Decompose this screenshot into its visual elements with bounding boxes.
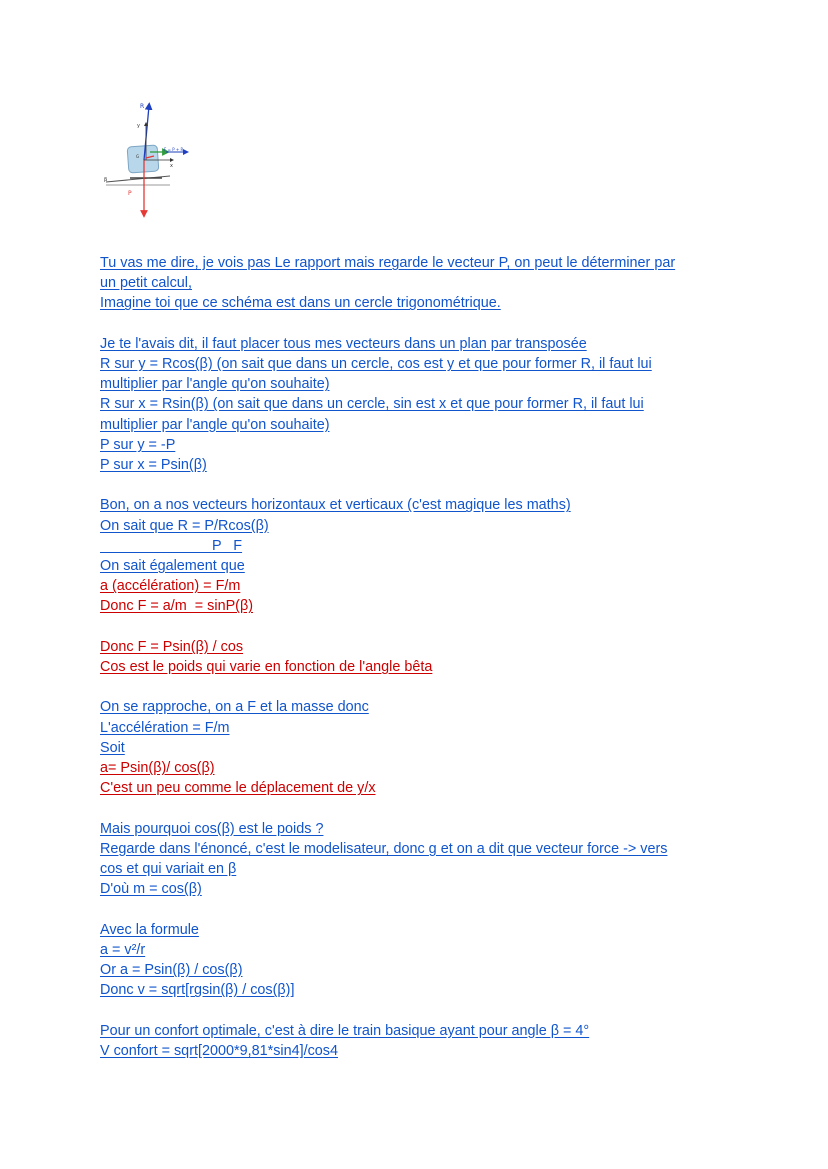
paragraph-gap <box>100 475 720 495</box>
paragraph-gap <box>100 899 720 919</box>
paragraph <box>100 819 720 900</box>
text-line <box>100 435 720 455</box>
text-line <box>100 697 720 717</box>
text-line-content: un petit calcul, <box>100 275 192 292</box>
text-line <box>100 920 720 940</box>
text-line-content: multiplier par l'angle qu'on souhaite) <box>100 376 330 393</box>
text-line <box>100 516 720 536</box>
text-line <box>100 879 720 899</box>
text-line-content: D'où m = cos(β) <box>100 881 202 898</box>
text-line-content: Avec la formule <box>100 921 199 938</box>
notes-body <box>100 253 720 1061</box>
text-line-content: L'accélération = F/m <box>100 719 230 736</box>
text-line <box>100 394 720 414</box>
text-line <box>100 596 720 616</box>
text-line <box>100 859 720 879</box>
force-diagram <box>100 96 196 220</box>
text-line-content: Or a = Psin(β) / cos(β) <box>100 962 243 979</box>
paragraph-gap <box>100 314 720 334</box>
text-line-content: Soit <box>100 739 125 756</box>
text-line <box>100 354 720 374</box>
text-line-content: V confort = sqrt[2000*9,81*sin4]/cos4 <box>100 1042 338 1059</box>
paragraph-gap <box>100 617 720 637</box>
paragraph-gap <box>100 677 720 697</box>
text-line-content: a (accélération) = F/m <box>100 578 241 595</box>
text-line-content: On sait que R = P/Rcos(β) <box>100 517 269 534</box>
text-line-content: Pour un confort optimale, c'est à dire le train basique ayant pour angle β = 4° <box>100 1022 590 1039</box>
text-line-content: P F <box>100 537 243 554</box>
label-f: F = P + R <box>164 147 184 152</box>
text-line <box>100 960 720 980</box>
paragraph <box>100 495 720 616</box>
text-line <box>100 940 720 960</box>
text-line <box>100 819 720 839</box>
text-line-content: a = v²/r <box>100 941 146 958</box>
text-line <box>100 718 720 738</box>
text-line <box>100 536 720 556</box>
text-line <box>100 778 720 798</box>
text-line-content: Cos est le poids qui varie en fonction de l'angle bêta <box>100 659 433 676</box>
paragraph <box>100 334 720 475</box>
label-beta: β <box>104 177 108 183</box>
text-line <box>100 455 720 475</box>
paragraph <box>100 1021 720 1061</box>
text-line-content: Regarde dans l'énoncé, c'est le modelisateur, donc g et on a dit que vecteur force -> vers <box>100 840 668 857</box>
text-line-content: R sur y = Rcos(β) (on sait que dans un cercle, cos est y et que pour former R, il faut lui <box>100 356 652 372</box>
text-line <box>100 556 720 576</box>
paragraph-gap <box>100 798 720 818</box>
text-line <box>100 253 720 273</box>
text-line <box>100 657 720 677</box>
text-line-content: Donc v = sqrt[rgsin(β) / cos(β)] <box>100 982 295 999</box>
text-line-content: Tu vas me dire, je vois pas Le rapport mais regarde le vecteur P, on peut le déterminer par <box>100 255 676 271</box>
text-line-content: a= Psin(β)/ cos(β) <box>100 760 215 777</box>
text-line-content: P sur x = Psin(β) <box>100 457 207 474</box>
text-line <box>100 576 720 596</box>
text-line <box>100 415 720 435</box>
label-g: G <box>136 154 140 159</box>
label-x: x <box>170 163 173 169</box>
paragraph <box>100 637 720 677</box>
paragraph-gap <box>100 1000 720 1020</box>
text-line <box>100 1021 720 1041</box>
text-line <box>100 1041 720 1061</box>
paragraph <box>100 697 720 798</box>
paragraph <box>100 920 720 1001</box>
train-block <box>127 145 159 173</box>
label-p: P <box>128 190 132 197</box>
text-line-content: Donc F = Psin(β) / cos <box>100 638 244 655</box>
text-line <box>100 839 720 859</box>
text-line <box>100 980 720 1000</box>
text-line-content: Imagine toi que ce schéma est dans un cercle trigonométrique. <box>100 295 501 312</box>
text-line-content: On sait également que <box>100 558 245 575</box>
incline-line <box>106 176 170 182</box>
text-line <box>100 758 720 778</box>
text-line-content: P sur y = -P <box>100 436 176 453</box>
text-line <box>100 738 720 758</box>
text-line <box>100 374 720 394</box>
label-y: y <box>137 123 140 129</box>
text-line-content: Bon, on a nos vecteurs horizontaux et verticaux (c'est magique les maths) <box>100 497 571 514</box>
text-line <box>100 334 720 354</box>
text-line <box>100 637 720 657</box>
text-line-content: R sur x = Rsin(β) (on sait que dans un cercle, sin est x et que pour former R, il faut lui <box>100 396 644 413</box>
text-line-content: On se rapproche, on a F et la masse donc <box>100 699 369 716</box>
text-line <box>100 293 720 313</box>
paragraph <box>100 253 720 314</box>
text-line-content: cos et qui variait en β <box>100 861 237 878</box>
text-line-content: Donc F = a/m = sinP(β) <box>100 598 254 615</box>
text-line-content: Je te l'avais dit, il faut placer tous mes vecteurs dans un plan par transposée <box>100 335 587 352</box>
text-line <box>100 273 720 293</box>
text-line <box>100 495 720 515</box>
text-line-content: C'est un peu comme le déplacement de y/x <box>100 780 376 797</box>
text-line-content: Mais pourquoi cos(β) est le poids ? <box>100 820 324 837</box>
text-line-content: multiplier par l'angle qu'on souhaite) <box>100 416 330 433</box>
label-r: R <box>140 103 145 110</box>
